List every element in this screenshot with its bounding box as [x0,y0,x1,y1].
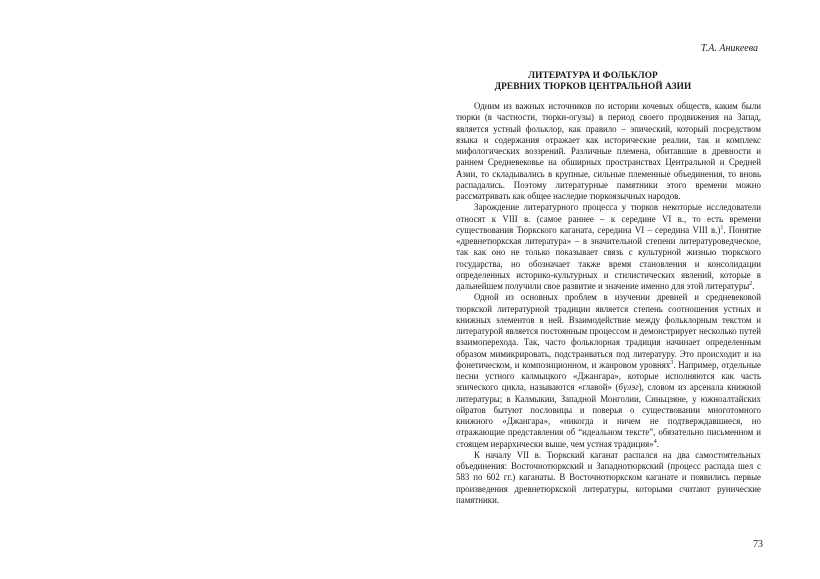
page-number: 73 [753,539,763,550]
footnote-ref-2: 2 [749,281,753,288]
article-title-line-1: ЛИТЕРАТУРА И ФОЛЬКЛОР [528,71,658,81]
footnote-ref-3: 3 [670,359,674,366]
paragraph-1: Одним из важных источников по истории кочевых обществ, каким были тюрки (в частности, тюрки-огузы) в период своего продвижения на Запад, является устный фольклор, как правило – эпический, который посредством языка и содержания отражает как исторические реалии, так и комплекс мифологических воззрений. Различные племена, обитавшие в древности и раннем Средневековье на обширных пространствах Центральной и Средней Азии, то складывались в крупные, сильные племенные объединения, то вновь распадались. Поэтому литературные памятники этого времени можно рассматривать как общее наследие тюркоязычных народов. [456,101,761,201]
paragraph-2 [456,202,761,292]
footnote-ref-1: 1 [720,224,724,231]
paragraph-3-text-d: . [656,438,659,449]
paragraph-3 [456,292,761,450]
paragraph-4: К началу VII в. Тюркский каганат распался на два самостоятельных объединения: Восточнотюркский и Западнотюркский (процесс распада шел с 583 по 602 гг.) каганаты. В Восточнотюркском каганате и появились первые произведения древнетюркской литературы, которыми считают рунические памятники. [456,449,761,505]
article-body [456,101,761,506]
paragraph-3-text-b: . Например, отдельные песни устного калмыцкого «Джангара», которые исполняются как часть эпического цикла, называются «главой» ( [456,359,761,393]
running-header-author: Т.А. Аникеева [700,43,758,54]
article-title [470,71,716,93]
paragraph-3-text-c: ), словом из арсенала книжной литературы; в Калмыкии, Западной Монголии, Синьцзяне, у южноалтайских ойратов бытуют пословицы и поверья о существовании многотомного книжного «Джангара», «никогда и ничем не подтверждавшиеся, но отражающие представления об “идеальном тексте”, обязательно письменном и стоящем иерархически выше, чем устная традиция» [456,382,761,449]
paragraph-2-text-b: . Понятие «древнетюркская литература» – в значительной степени литературоведческое, так как оно не только показывает связь с культурной жизнью тюркского государства, но обозначает также время становления и консолидации определенных историко-культурных и стилистических явлений, которые в дальнейшем получили свое развитие и значение именно для этой литературы [456,224,761,291]
paragraph-2-text-c: . [752,281,755,291]
paragraph-3-italic-term: бүлэг [618,382,639,393]
footnote-ref-4: 4 [653,438,657,445]
paragraph-2-text-a: Зарождение литературного процесса у тюрков некоторые исследователи относят к VIII в. (самое раннее – к середине VI в., то есть времени существования Тюркского каганата, середина VI – середина VIII в.) [456,202,761,235]
article-title-line-2: ДРЕВНИХ ТЮРКОВ ЦЕНТРАЛЬНОЙ АЗИИ [494,82,692,92]
paragraph-3-text-a: Одной из основных проблем в изучении древней и средневековой тюркской литературной традиции является степень соотношения устных и книжных элементов в ней. Взаимодействие между фольклорным текстом и литературой является постоянным процессом и демонстрирует несколько путей взаимоперехода. Так, часто фольклорная традиция начинает определенным образом мимикрировать, подстраиваться под литературу. Это происходит и на фонетическом, и композиционном, и жанровом уровнях [456,292,761,370]
